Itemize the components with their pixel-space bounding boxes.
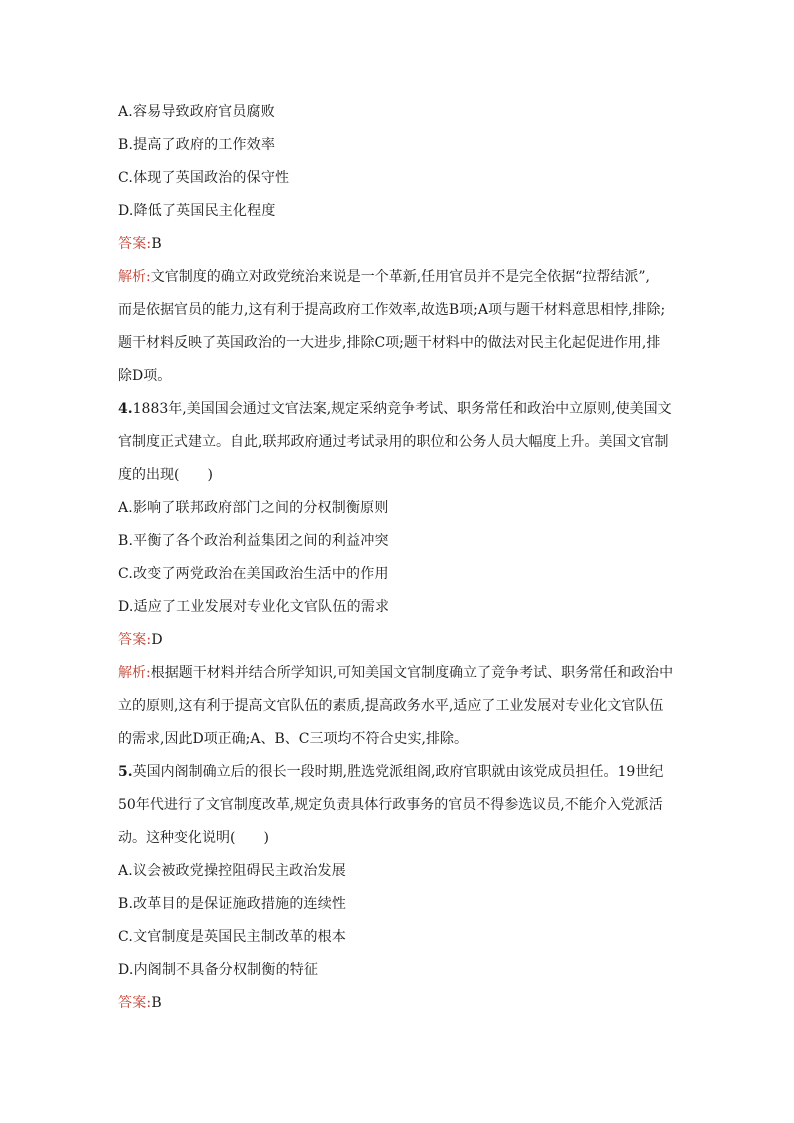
q4-option-d: D.适应了工业发展对专业化文官队伍的需求 [118, 599, 390, 615]
q5-option-c: C.文官制度是英国民主制改革的根本 [118, 929, 347, 945]
q5-stem-line-2: 50年代进行了文官制度改革,规定负责具体行政事务的官员不得参选议员,不能介入党派活 [118, 797, 663, 813]
q5-stem-text-1: 英国内阁制确立后的很长一段时期,胜选党派组阁,政府官职就由该党成员担任。19世纪 [132, 764, 664, 780]
q4-analysis-text-1: 根据题干材料并结合所学知识,可知美国文官制度确立了竞争考试、职务常任和政治中 [150, 665, 674, 681]
q4-option-b: B.平衡了各个政治利益集团之间的利益冲突 [118, 533, 389, 549]
document-page [118, 96, 678, 1020]
q4-analysis [118, 657, 678, 756]
q4-analysis-line-1 [118, 657, 678, 690]
q5-number: 5. [118, 764, 133, 780]
q4-option-c: C.改变了两党政治在美国政治生活中的作用 [118, 566, 389, 582]
q4-analysis-line-3: 的需求,因此D项正确;A、B、C三项均不符合史实,排除。 [118, 731, 468, 747]
q5-answer-value: B [151, 995, 162, 1011]
q4-stem-line-3: 度的出现( ) [118, 467, 213, 483]
q3-analysis-line-3: 题干材料反映了英国政治的一大进步,排除C项;题干材料中的做法对民主化起促进作用,排 [118, 335, 661, 351]
q5-answer-label: 答案: [118, 995, 152, 1011]
q3-analysis-line-4: 除D项。 [118, 368, 172, 384]
q4-analysis-label: 解析: [118, 665, 151, 681]
q4-answer [118, 624, 678, 657]
q3-analysis-label: 解析: [118, 269, 151, 285]
q3-option-d: D.降低了英国民主化程度 [118, 203, 276, 219]
q5-stem-line-1 [118, 756, 678, 789]
q3-analysis-line-2: 而是依据官员的能力,这有利于提高政府工作效率,故选B项;A项与题干材料意思相悖,排除; [118, 302, 666, 318]
q5-stem-line-3: 动。这种变化说明( ) [118, 830, 269, 846]
q5-option-b: B.改革目的是保证施政措施的连续性 [118, 896, 347, 912]
q3-analysis [118, 261, 678, 393]
q5-answer [118, 987, 678, 1020]
q3-answer-label: 答案: [118, 236, 152, 252]
q4-stem-line-1 [118, 393, 678, 426]
q5-option-a: A.议会被政党操控阻碍民主政治发展 [118, 863, 346, 879]
q4-stem [118, 393, 678, 492]
q4-number: 4. [118, 401, 133, 417]
q3-option-b: B.提高了政府的工作效率 [118, 137, 276, 153]
q3-analysis-line-1 [118, 261, 678, 294]
q5-stem [118, 756, 678, 855]
q4-option-a: A.影响了联邦政府部门之间的分权制衡原则 [118, 500, 389, 516]
q3-answer [118, 228, 678, 261]
q4-answer-value: D [151, 632, 163, 648]
q4-analysis-line-2: 立的原则,这有利于提高文官队伍的素质,提高政务水平,适应了工业发展对专业化文官队伍 [118, 698, 664, 714]
q3-answer-value: B [151, 236, 162, 252]
q3-option-a: A.容易导致政府官员腐败 [118, 104, 275, 120]
q4-answer-label: 答案: [118, 632, 152, 648]
q5-option-d: D.内阁制不具备分权制衡的特征 [118, 962, 319, 978]
q3-option-c: C.体现了英国政治的保守性 [118, 170, 290, 186]
q4-stem-text-1: 1883年,美国国会通过文官法案,规定采纳竞争考试、职务常任和政治中立原则,使美国文 [132, 401, 672, 417]
q4-stem-line-2: 官制度正式建立。自此,联邦政府通过考试录用的职位和公务人员大幅度上升。美国文官制 [118, 434, 669, 450]
q3-analysis-text-1: 文官制度的确立对政党统治来说是一个革新,任用官员并不是完全依据“拉帮结派”, [150, 269, 650, 285]
